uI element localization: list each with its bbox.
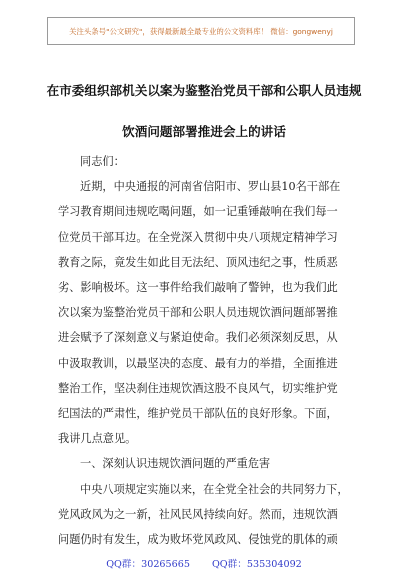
footer-qq-group-1: QQ群：30265665 [106, 559, 190, 570]
footer [0, 556, 408, 570]
document-title-line-1: 在市委组织部机关以案为鉴整治党员干部和公职人员违规 [46, 83, 362, 98]
document-title-line-2: 饮酒问题部署推进会上的讲话 [122, 124, 286, 139]
body-line: 劣、影响极坏。这一事件给我们敲响了警钟，也为我们此 [58, 281, 338, 294]
body-line: 进会赋予了深刻意义与紧迫使命。我们必须深刻反思，从 [58, 331, 338, 345]
footer-qq-group-2: QQ群：535304092 [211, 559, 302, 570]
body-line: 近期，中央通报的河南省信阳市、罗山县10名干部在 [80, 180, 341, 194]
body-line: 同志们： [80, 155, 125, 168]
body-line: 纪国法的严肃性，维护党员干部队伍的良好形象。下面， [58, 407, 338, 420]
body-line: 次以案为鉴整治党员干部和公职人员违规饮酒问题部署推 [58, 306, 338, 320]
body-line: 学习教育期间违规吃喝问题，如一记重锤敲响在我们每一 [58, 205, 338, 219]
header-banner-box [47, 17, 355, 45]
body-line: 教育之际，竟发生如此目无法纪、顶风违纪之事，性质恶 [58, 255, 338, 269]
body-line: 中汲取教训，以最坚决的态度、最有力的举措，全面推进 [58, 356, 338, 370]
section-heading: 一、深刻认识违规饮酒问题的严重危害 [80, 457, 271, 471]
body-line: 党风政风为之一新，社风民风持续向好。然而，违规饮酒 [58, 507, 338, 521]
body-line: 中央八项规定实施以来，在全党全社会的共同努力下， [80, 482, 349, 496]
body-line: 问题仍时有发生，成为败坏党风政风、侵蚀党的肌体的顽 [58, 533, 338, 546]
header-banner-text: 关注头条号"公文研究"，获得最新最全最专业的公文资料库！ 微信：gongwenyj [69, 26, 333, 36]
body-line: 位党员干部耳边。在全党深入贯彻中央八项规定精神学习 [58, 230, 338, 244]
body-line: 整治工作，坚决刹住违规饮酒这股不良风气，切实维护党 [58, 381, 338, 395]
body-line: 我讲几点意见。 [58, 432, 137, 446]
